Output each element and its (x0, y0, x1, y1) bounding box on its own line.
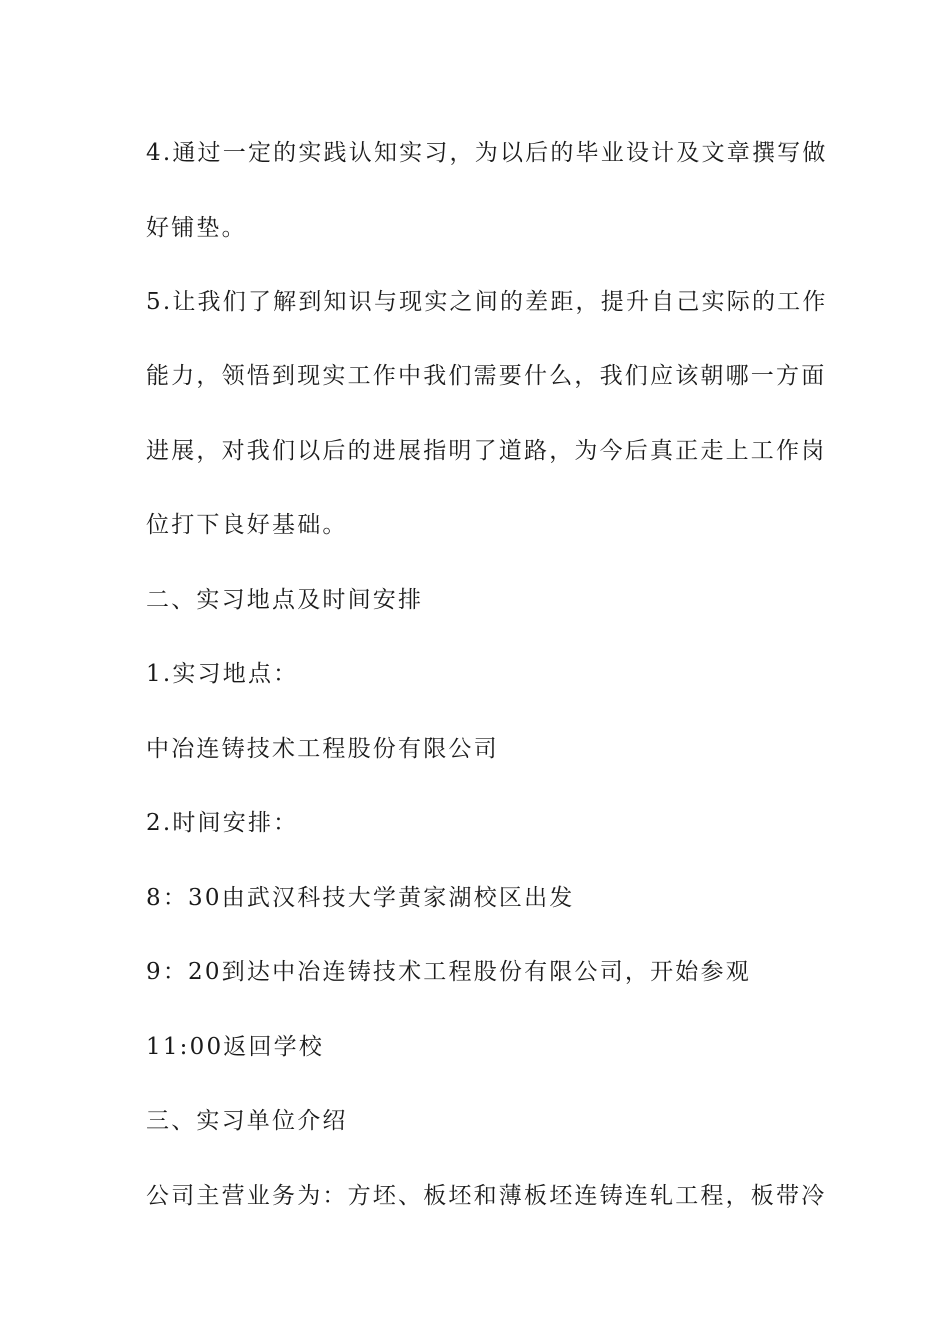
schedule-item: 11:00返回学校 (146, 1034, 325, 1060)
schedule-item: 8：30由武汉科技大学黄家湖校区出发 (146, 885, 575, 911)
section-heading: 三、实习单位介绍 (146, 1108, 348, 1134)
paragraph-line: 能力，领悟到现实工作中我们需要什么，我们应该朝哪一方面 (146, 363, 827, 389)
section-heading: 二、实习地点及时间安排 (146, 587, 424, 613)
paragraph-line: 4.通过一定的实践认知实习，为以后的毕业设计及文章撰写做 (146, 140, 828, 166)
paragraph-line: 进展，对我们以后的进展指明了道路，为今后真正走上工作岗 (146, 438, 827, 464)
paragraph-line: 中冶连铸技术工程股份有限公司 (146, 736, 499, 762)
subheading: 2.时间安排： (146, 810, 299, 836)
paragraph-line: 位打下良好基础。 (146, 512, 348, 538)
subheading: 1.实习地点： (146, 661, 299, 687)
paragraph-line: 5.让我们了解到知识与现实之间的差距，提升自己实际的工作 (146, 289, 828, 315)
paragraph-line: 公司主营业务为：方坯、板坯和薄板坯连铸连轧工程，板带冷 (146, 1183, 827, 1209)
paragraph-line: 好铺垫。 (146, 215, 247, 241)
schedule-item: 9：20到达中冶连铸技术工程股份有限公司，开始参观 (146, 959, 751, 985)
